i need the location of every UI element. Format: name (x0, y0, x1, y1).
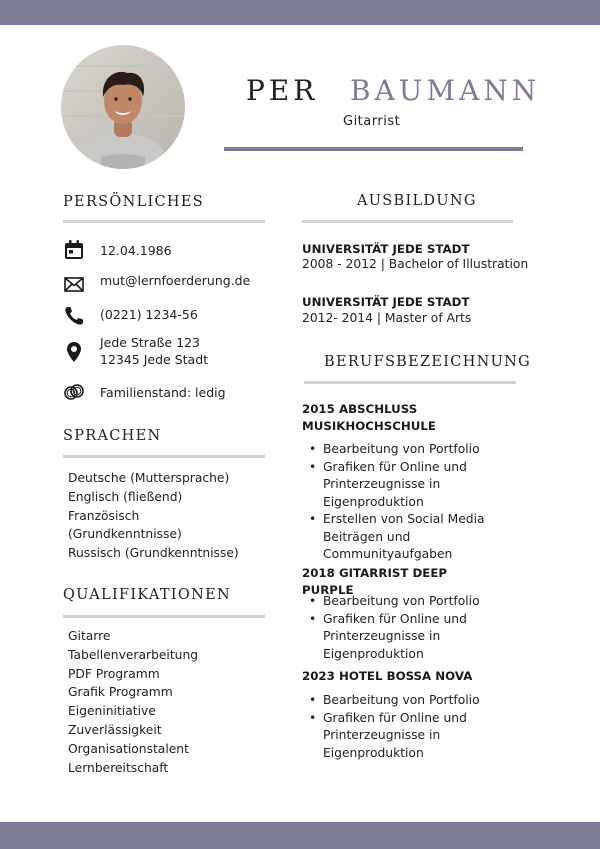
education-divider (302, 220, 513, 223)
qualification-item: PDF Programm (68, 666, 160, 681)
language-line: Englisch (fließend) (68, 489, 183, 504)
bullet-line: • Bearbeitung von Portfolio (323, 693, 480, 707)
bullet-line: • Grafiken für Online und (323, 611, 467, 626)
language-line: Deutsche (Muttersprache) (68, 471, 230, 485)
qualification-item: Lernbereitschaft (68, 760, 169, 775)
bullet-line: • Bearbeitung von Portfolio (323, 442, 480, 456)
bullet-line: Printerzeugnisse in (323, 629, 441, 643)
education-section-title: AUSBILDUNG (357, 193, 477, 209)
first-name: PER (246, 74, 319, 107)
qualification-item: Gitarre (68, 629, 111, 643)
job-bullets (309, 692, 480, 762)
personal-section-title: PERSÖNLICHES (63, 194, 204, 210)
bullet-line: • Grafiken für Online und (323, 459, 467, 474)
job-role: Gitarrist (343, 114, 401, 129)
education-detail: 2008 - 2012 | Bachelor of Illustration (302, 257, 529, 271)
top-color-band (0, 0, 600, 25)
job-bullet (309, 692, 480, 710)
phone-number[interactable]: (0221) 1234-56 (100, 307, 198, 322)
bullet-line: Eigenproduktion (323, 646, 424, 661)
qualification-item: Eigeninitiative (68, 704, 156, 719)
profile-photo (61, 45, 185, 169)
language-line: (Grundkenntnisse) (68, 527, 182, 542)
job-bullet (309, 710, 480, 763)
qualifications-divider (63, 615, 265, 618)
bullet-line: Eigenproduktion (323, 745, 424, 760)
calendar-icon (63, 239, 85, 261)
career-section-title: BERUFSBEZEICHNUNG (324, 354, 532, 370)
job-bullets (309, 441, 485, 564)
languages-divider (63, 455, 265, 458)
job-title: 2018 GITARRIST DEEP PURPLE (302, 566, 448, 597)
qualification-item: Organisationstalent (68, 741, 189, 756)
address (100, 334, 208, 368)
mail-icon (63, 273, 85, 295)
qualification-item: Zuverlässigkeit (68, 722, 162, 737)
job-bullet (309, 459, 485, 512)
language-line: Französisch (68, 508, 140, 523)
qualification-item: Grafik Programm (68, 685, 173, 700)
job-bullet (309, 593, 480, 611)
bullet-line: • Grafiken für Online und (323, 710, 467, 725)
qualification-item: Tabellenverarbeitung (68, 647, 199, 662)
name-divider (224, 147, 523, 151)
rings-icon (63, 381, 85, 403)
bullet-line: Eigenproduktion (323, 494, 424, 509)
education-school: UNIVERSITÄT JEDE STADT (302, 242, 470, 256)
career-divider (304, 381, 516, 384)
job-title: 2015 ABSCHLUSS MUSIKHOCHSCHULE (302, 402, 436, 433)
email[interactable]: mut@lernfoerderung.de (100, 273, 251, 288)
bullet-line: Beiträgen und (323, 529, 411, 544)
education-school: UNIVERSITÄT JEDE STADT (302, 295, 470, 309)
marital-status: Familienstand: ledig (100, 385, 226, 400)
language-line: Russisch (Grundkenntnisse) (68, 546, 239, 561)
job-bullet (309, 441, 485, 459)
bullet-line: Communityaufgaben (323, 547, 453, 561)
job-bullet (309, 611, 480, 664)
qualifications-list (68, 627, 198, 777)
education-detail: 2012- 2014 | Master of Arts (302, 311, 472, 325)
birthdate: 12.04.1986 (100, 243, 172, 258)
address-line-2: 12345 Jede Stadt (100, 352, 209, 367)
job-bullet (309, 511, 485, 564)
personal-divider (63, 220, 265, 223)
qualifications-section-title: QUALIFIKATIONEN (63, 587, 231, 603)
phone-icon (63, 305, 85, 327)
bullet-line: • Bearbeitung von Portfolio (323, 594, 480, 608)
bullet-line: Printerzeugnisse in (323, 477, 441, 491)
job-title: 2023 HOTEL BOSSA NOVA (302, 669, 473, 683)
bottom-color-band (0, 822, 600, 849)
job-bullets (309, 593, 480, 663)
languages-list (68, 469, 239, 563)
bullet-line: • Erstellen von Social Media (323, 512, 485, 526)
bullet-line: Printerzeugnisse in (323, 728, 441, 742)
address-line-1: Jede Straße 123 (100, 335, 201, 350)
languages-section-title: SPRACHEN (63, 428, 162, 444)
location-pin-icon (63, 341, 85, 363)
last-name: BAUMANN (350, 74, 541, 107)
